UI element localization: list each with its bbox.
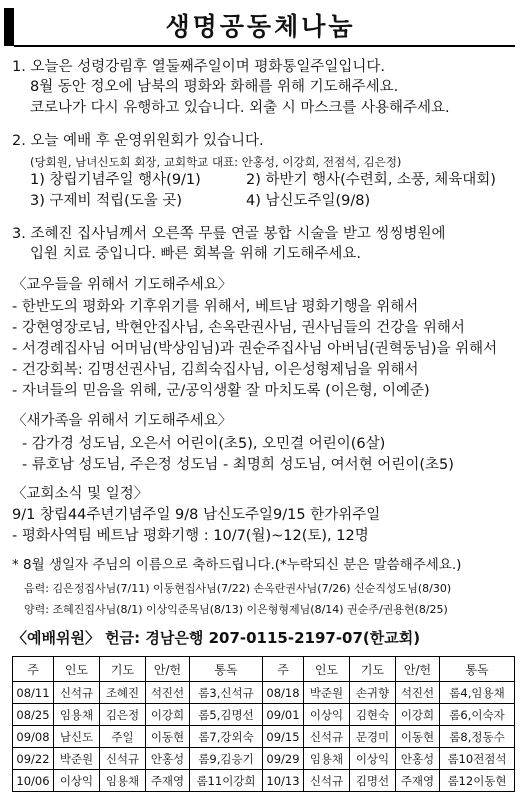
news-item-1: 9/1 창립44주년기념주일 9/8 남신도주일9/15 한가위주일 <box>12 507 381 523</box>
prayer-item-3: - 서경례집사님 어머님(박상임님)과 권순주집사님 아버님(권혁동님)을 위해서 <box>12 341 498 357</box>
notice-3-line-1: 3. 조혜진 집사님께서 오른쪽 무릎 연골 봉합 시술을 받고 씽씽병원에 <box>12 226 446 242</box>
prayer-item-1: - 한반도의 평화와 기후위기를 위해서, 베트남 평화기행을 위해서 <box>12 299 419 315</box>
table-cell: 박준원 <box>304 682 350 704</box>
duty-header-row <box>13 657 515 682</box>
table-cell: 롬3,신석규 <box>190 682 263 704</box>
prayer-item-5: - 자녀들의 믿음을 위해, 군/공익생활 잘 마치도록 (이은형, 이예준) <box>12 383 430 399</box>
table-cell: 석진선 <box>396 682 440 704</box>
table-cell: 롬7,강외숙 <box>190 726 263 748</box>
duty-roster-table <box>12 656 515 792</box>
table-cell: 이강희 <box>396 704 440 726</box>
table-cell: 주재영 <box>146 770 190 792</box>
page-title: 생명공동체나눔 <box>165 12 356 41</box>
col-header-leader: 인도 <box>304 657 350 682</box>
table-cell: 남신도 <box>54 726 100 748</box>
notice-1-line-1: 1. 오늘은 성령강림후 열둘째주일이며 평화통일주일입니다. <box>12 59 386 75</box>
table-cell: 안홍성 <box>396 748 440 770</box>
notice-1-line-3: 코로나가 다시 유행하고 있습니다. 외출 시 마스크를 사용해주세요. <box>30 100 450 116</box>
table-cell: 임용채 <box>304 748 350 770</box>
table-cell: 이상익 <box>304 704 350 726</box>
notice-2-attendees: (당회원, 남녀신도회 회장, 교회학교 대표: 안홍성, 이강희, 전점석, 김은정) <box>30 155 402 169</box>
table-row <box>13 682 515 704</box>
table-cell: 안홍성 <box>146 748 190 770</box>
table-cell: 이강희 <box>146 704 190 726</box>
notice-2-item-4: 4) 남신도주일(9/8) <box>246 193 371 209</box>
table-cell: 09/29 <box>263 748 304 770</box>
notice-2-item-3: 3) 구제비 적립(도울 곳) <box>30 193 183 209</box>
table-cell: 롬10전점석 <box>440 748 515 770</box>
table-cell: 조혜진 <box>100 682 146 704</box>
table-row <box>13 770 515 792</box>
table-cell: 임용채 <box>100 770 146 792</box>
table-cell: 문경미 <box>350 726 396 748</box>
table-cell: 롬12이동현 <box>440 770 515 792</box>
table-cell: 09/15 <box>263 726 304 748</box>
table-cell: 김명선 <box>350 770 396 792</box>
news-item-2: - 평화사역팀 베트남 평화기행 : 10/7(월)~12(토), 12명 <box>12 528 369 544</box>
table-cell: 08/11 <box>13 682 54 704</box>
table-cell: 10/06 <box>13 770 54 792</box>
notice-2-heading: 2. 오늘 예배 후 운영위원회가 있습니다. <box>12 133 264 149</box>
notice-2-item-1: 1) 창립기념주일 행사(9/1) <box>30 172 201 188</box>
table-cell: 10/13 <box>263 770 304 792</box>
table-cell: 08/25 <box>13 704 54 726</box>
table-cell: 롬5,김명선 <box>190 704 263 726</box>
title-underline <box>14 45 515 47</box>
birthday-solar: 양력: 조혜진집사님(8/1) 이상익준목님(8/13) 이은형형제님(8/14) 권순주/권용현(8/25) <box>24 603 448 616</box>
table-cell: 김현숙 <box>350 704 396 726</box>
col-header-week: 주 <box>13 657 54 682</box>
news-heading: 〈교회소식 및 일정〉 <box>12 486 149 502</box>
col-header-usher: 안/헌 <box>146 657 190 682</box>
table-row <box>13 748 515 770</box>
col-header-leader: 인도 <box>54 657 100 682</box>
table-cell: 석진선 <box>146 682 190 704</box>
table-cell: 이상익 <box>350 748 396 770</box>
table-cell: 신석규 <box>100 748 146 770</box>
table-cell: 신석규 <box>54 682 100 704</box>
col-header-prayer: 기도 <box>350 657 396 682</box>
prayer-heading: 〈교우들을 위해서 기도해주세요〉 <box>12 277 233 293</box>
col-header-reading: 통독 <box>440 657 515 682</box>
table-cell: 박준원 <box>54 748 100 770</box>
table-cell: 롬8,정동수 <box>440 726 515 748</box>
table-cell: 이상익 <box>54 770 100 792</box>
table-cell: 09/01 <box>263 704 304 726</box>
table-cell: 이동현 <box>396 726 440 748</box>
table-cell: 김은정 <box>100 704 146 726</box>
duty-heading: 〈예배위원〉 헌금: 경남은행 207-0115-2197-07(한교회) <box>12 629 421 647</box>
birthday-line: * 8월 생일자 주님의 이름으로 축하드립니다.(*누락되신 분은 말씀해주세요.) <box>12 557 462 573</box>
prayer-item-2: - 강현영장로님, 박현안집사님, 손옥란권사님, 권사님들의 건강을 위해서 <box>12 320 465 336</box>
newfamily-item-2: - 류호남 성도님, 주은정 성도님 - 최명희 성도님, 여서현 어린이(초5) <box>22 457 454 473</box>
birthday-lunar: 음력: 김은정집사님(7/11) 이동현집사님(7/22) 손옥란권사님(7/26) 신순직성도님(8/30) <box>24 582 452 595</box>
table-cell: 이동현 <box>146 726 190 748</box>
table-cell: 주재영 <box>396 770 440 792</box>
table-cell: 09/08 <box>13 726 54 748</box>
table-cell: 신석규 <box>304 726 350 748</box>
table-cell: 롬6,이숙자 <box>440 704 515 726</box>
table-cell: 신석규 <box>304 770 350 792</box>
table-cell: 주일 <box>100 726 146 748</box>
table-cell: 롬4,임용채 <box>440 682 515 704</box>
newfamily-heading: 〈새가족을 위해서 기도해주세요〉 <box>12 413 233 429</box>
notice-1-line-2: 8월 동안 정오에 남북의 평화와 화해를 위해 기도해주세요. <box>30 79 399 95</box>
newfamily-item-1: - 감가경 성도님, 오은서 어린이(초5), 오민결 어린이(6살) <box>22 436 386 452</box>
col-header-prayer: 기도 <box>100 657 146 682</box>
table-cell: 09/22 <box>13 748 54 770</box>
table-cell: 손귀향 <box>350 682 396 704</box>
table-cell: 임용채 <box>54 704 100 726</box>
prayer-item-4: - 건강회복: 김명선권사님, 김희숙집사님, 이은성형제님을 위해서 <box>12 362 419 378</box>
table-cell: 롬9,김응기 <box>190 748 263 770</box>
table-row <box>13 704 515 726</box>
col-header-reading: 통독 <box>190 657 263 682</box>
table-cell: 롬11이강희 <box>190 770 263 792</box>
col-header-week: 주 <box>263 657 304 682</box>
notice-3-line-2: 입원 치료 중입니다. 빠른 회복을 위해 기도해주세요. <box>30 246 362 262</box>
table-row <box>13 726 515 748</box>
table-cell: 08/18 <box>263 682 304 704</box>
notice-2-item-2: 2) 하반기 행사(수련회, 소풍, 체육대회) <box>246 172 496 188</box>
col-header-usher: 안/헌 <box>396 657 440 682</box>
